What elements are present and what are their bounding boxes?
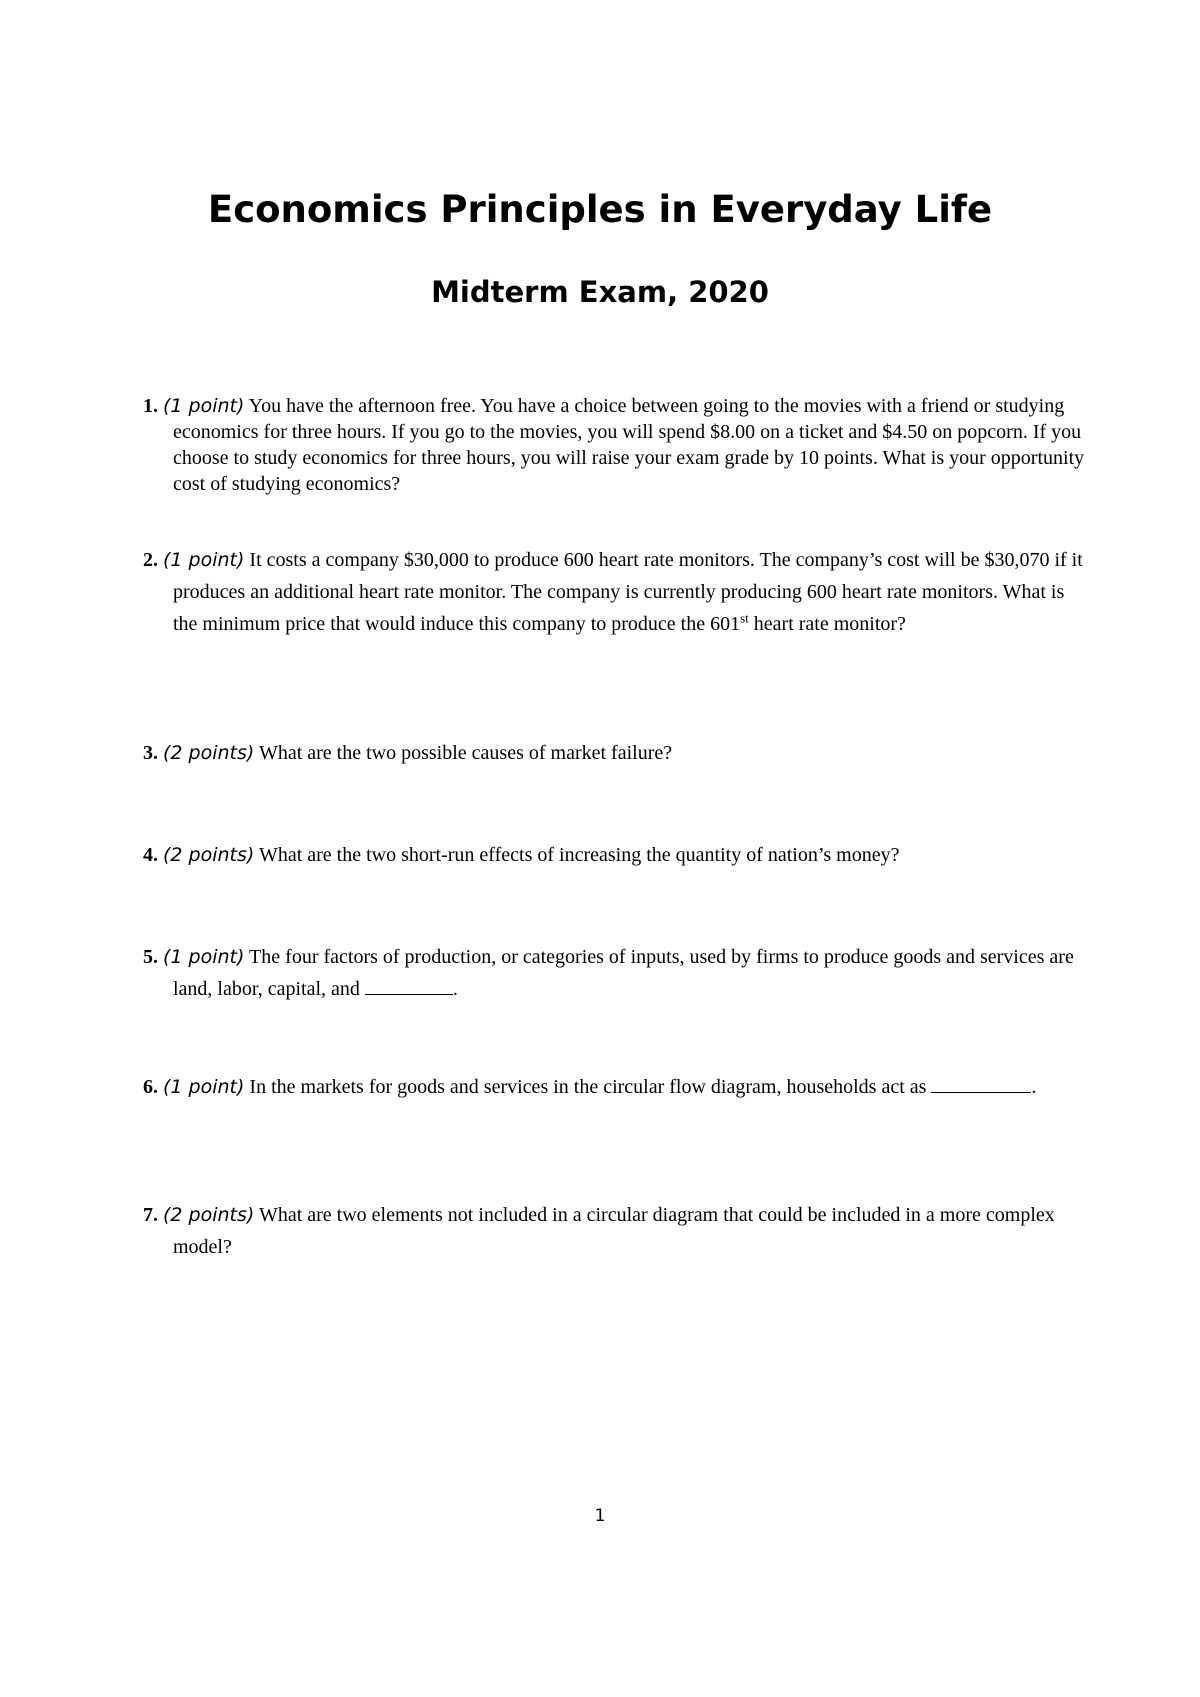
question-text: What are two elements not included in a circular diagram that could be included in a more complex model? bbox=[173, 1204, 1055, 1258]
question-1 bbox=[143, 393, 1093, 497]
question-text-end: . bbox=[1031, 1076, 1037, 1098]
question-number: 5. bbox=[143, 946, 158, 968]
question-number: 3. bbox=[143, 742, 158, 764]
question-text-end: . bbox=[452, 978, 458, 1000]
answer-blank[interactable] bbox=[365, 976, 453, 995]
question-2 bbox=[143, 544, 1093, 640]
question-points: (2 points) bbox=[163, 742, 255, 764]
question-text: You have the afternoon free. You have a choice between going to the movies with a friend or studying economics for three hours. If you go to the movies, you will spend $8.00 on a ticket and $4.50 on popcorn. If you choose to study economics for three hours, you will raise your exam grade by 10 points. What is your opportunity cost of studying economics? bbox=[173, 395, 1085, 495]
document-title: Economics Principles in Everyday Life bbox=[207, 188, 993, 231]
question-points: (1 point) bbox=[163, 395, 245, 417]
question-points: (2 points) bbox=[163, 844, 255, 866]
question-text: In the markets for goods and services in the circular flow diagram, households act as bbox=[244, 1076, 932, 1098]
answer-blank[interactable] bbox=[931, 1074, 1031, 1093]
question-number: 7. bbox=[143, 1204, 158, 1226]
question-text: It costs a company $30,000 to produce 600 heart rate monitors. The company’s cost will be $30,070 if it produces an additional heart rate monitor. The company is currently producing 600 heart rate monitors. What is the minimum price that would induce this company to produce the 601 bbox=[173, 549, 1083, 635]
question-text: What are the two possible causes of market failure? bbox=[254, 742, 673, 764]
question-number: 6. bbox=[143, 1076, 158, 1098]
question-number: 1. bbox=[143, 395, 158, 417]
question-5 bbox=[143, 941, 1093, 1005]
ordinal-superscript: st bbox=[740, 610, 749, 626]
question-points: (1 point) bbox=[163, 549, 245, 571]
question-points: (2 points) bbox=[163, 1204, 255, 1226]
question-text-end: heart rate monitor? bbox=[748, 613, 906, 635]
question-points: (1 point) bbox=[163, 1076, 245, 1098]
question-6 bbox=[143, 1071, 1093, 1103]
question-text: The four factors of production, or categories of inputs, used by firms to produce goods and services are land, labor, capital, and bbox=[173, 946, 1074, 1000]
question-7 bbox=[143, 1199, 1093, 1263]
question-3 bbox=[143, 740, 1093, 766]
question-points: (1 point) bbox=[163, 946, 245, 968]
question-4 bbox=[143, 842, 1093, 868]
document-subtitle: Midterm Exam, 2020 bbox=[431, 275, 769, 309]
page-number: 1 bbox=[594, 1506, 606, 1526]
question-number: 2. bbox=[143, 549, 158, 571]
question-text: What are the two short-run effects of increasing the quantity of nation’s money? bbox=[254, 844, 900, 866]
question-number: 4. bbox=[143, 844, 158, 866]
